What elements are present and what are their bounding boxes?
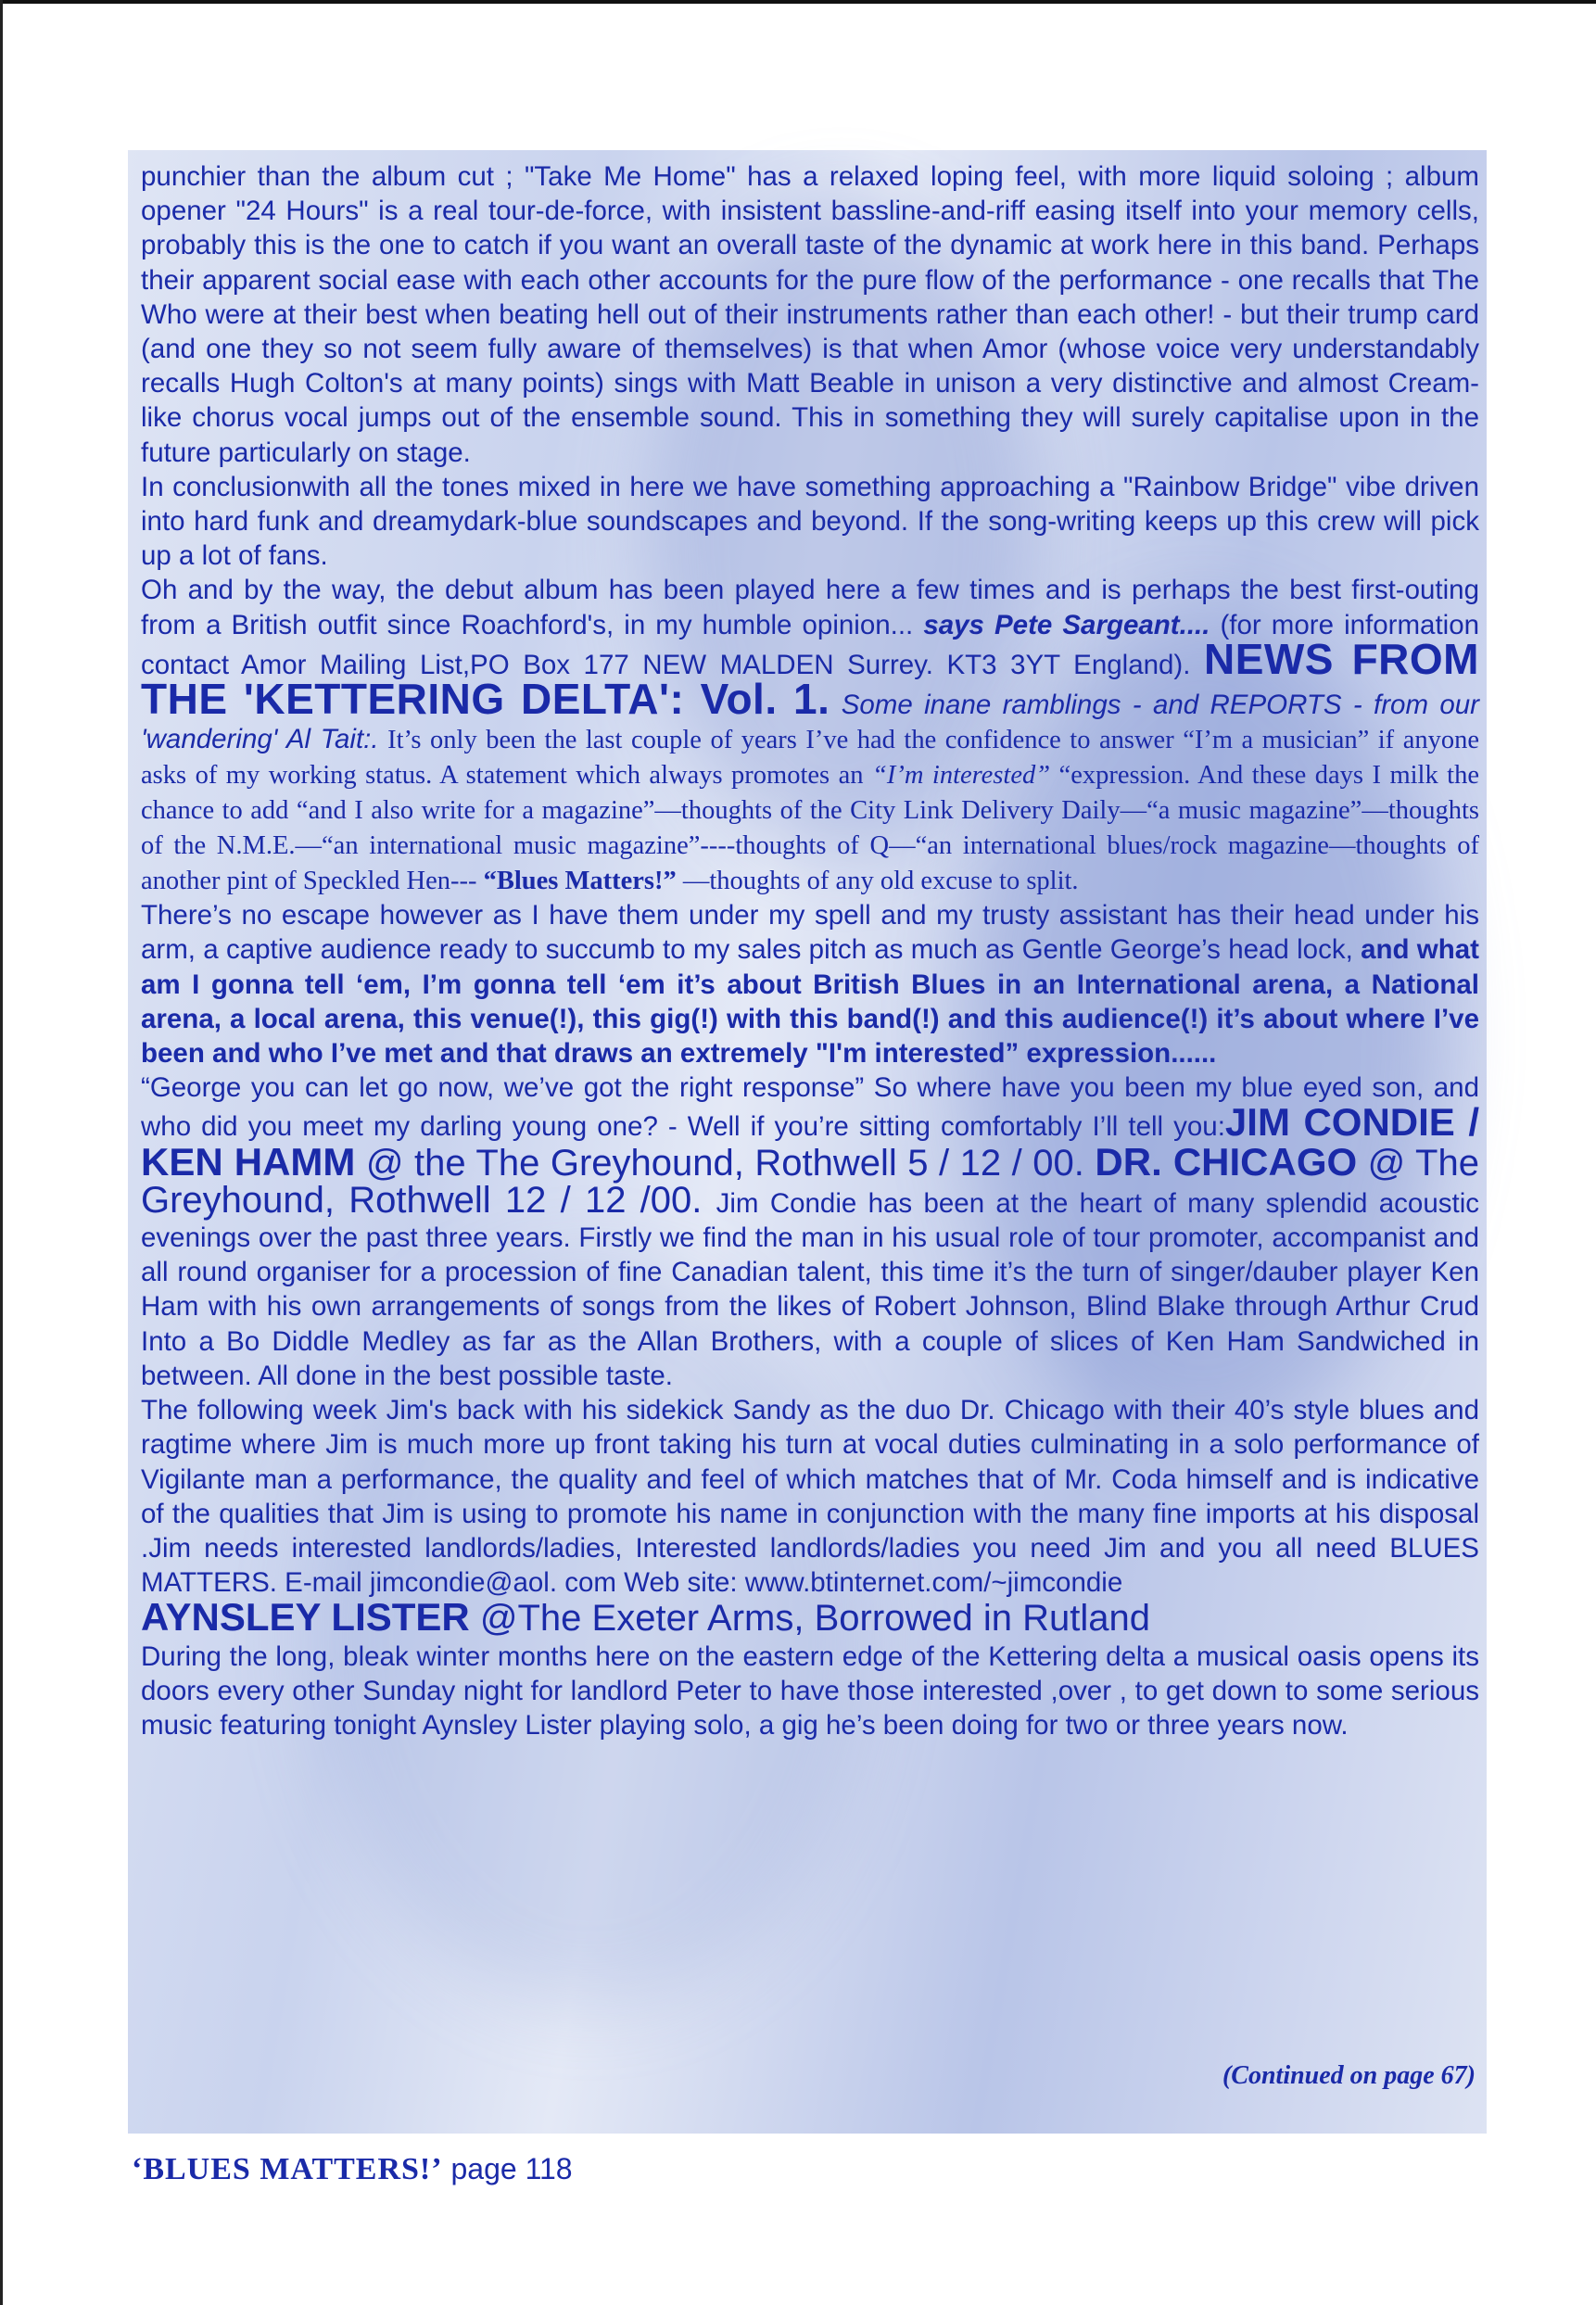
news-subheading: Some inane ramblings - and REPORTS - from our 'wandering' Al Tait:.: [141, 690, 1479, 755]
intro-text: It’s only been the last couple of years I’ve had the confidence to answer “I’m a musician” if anyone asks of my working status. A statement which always promotes an: [141, 726, 1479, 791]
paragraph-aynsley-heading: [141, 1595, 1479, 1640]
gig3-venue: @The Exeter Arms, Borrowed in Rutland: [469, 1598, 1151, 1640]
paragraph-byline: [141, 573, 1479, 898]
article-body: [141, 159, 1479, 1742]
intro-quote: “I’m interested”: [872, 761, 1051, 791]
paragraph-aynsley: During the long, bleak winter months here on the eastern edge of the Kettering delta a musical oasis opens its doors every other Sunday night for landlord Peter to have those interested ,over , to get down to some serious music featuring tonight Aynsley Lister playing solo, a gig he’s been doing for two or three years now.: [141, 1640, 1479, 1741]
gig1-artist: JIM CONDIE / KEN HAMM: [141, 1100, 1479, 1184]
news-headline: NEWS FROM THE 'KETTERING DELTA': Vol. 1.: [141, 634, 1479, 724]
jim-condie-text: Jim Condie has been at the heart of many splendid acoustic evenings over the past three years. Firstly we find the man in his usual role of tour promoter, accompanist and all round organiser for a procession of fine Canadian talent, this time it’s the turn of singer/dauber player Ken Ham with his own arrangements of songs from the likes of Robert Johnson, Blind Blake through Arthur Crud Into a Bo Diddle Medley as far as the Allan Brothers, with a couple of slices of Ken Ham Sandwiched in between. All done in the best possible taste.: [141, 1187, 1479, 1391]
continued-note: (Continued on page 67): [1222, 2061, 1476, 2090]
gig2-venue: @ The Greyhound, Rothwell 12 / 12 /00.: [141, 1142, 1479, 1221]
sales-pitch-text: There’s no escape however as I have them under my spell and my trusty assistant has their head under his arm, a captive audience ready to succumb to my sales pitch as much as Gentle George’s head lock,: [141, 900, 1479, 966]
scan-left-edge: [0, 0, 3, 2305]
paragraph-dr-chicago: The following week Jim's back with his sidekick Sandy as the duo Dr. Chicago with their 40’s style blues and ragtime where Jim is much more up front taking his turn at vocal duties culminating in a solo performance of Vigilante man a performance, the quality and feel of which matches that of Mr. Coda himself and is indicative of the qualities that Jim is using to promote his name in conjunction with the many fine imports at his disposal .Jim needs interested landlords/ladies, Interested landlords/ladies you need Jim and you all need BLUES MATTERS. E-mail jimcondie@aol. com Web site: www.btinternet.com/~jimcondie: [141, 1395, 1479, 1599]
intro-blues-matters: “Blues Matters!”: [483, 867, 677, 896]
byline-text: Oh and by the way, the debut album has been played here a few times and is perhaps the best first-outing from a British outfit since Roachford's, in my humble opinion...: [141, 575, 1479, 640]
gig1-venue: @ the The Greyhound, Rothwell 5 / 12 / 00.: [355, 1142, 1096, 1184]
intro-text-cont: “expression. And these days I milk the chance to add “and I also write for a magazine”—thoughts of the City Link Delivery Daily—“a music magazine”—thoughts of the N.M.E.—“an international music magazine”----thoughts of Q—“an international blues/rock magazine—thoughts of another pint of Speckled Hen---: [141, 761, 1479, 896]
paragraph-conclusion: In conclusionwith all the tones mixed in here we have something approaching a "Rainbow Bridge" vibe driven into hard funk and dreamydark-blue soundscapes and beyond. If the song-writing keeps up this crew will pick up a lot of fans.: [141, 471, 1479, 572]
gig2-artist: DR. CHICAGO: [1095, 1139, 1358, 1184]
reviewer-signature: says Pete Sargeant....: [923, 609, 1210, 640]
sales-pitch-bold: and what am I gonna tell ‘em, I’m gonna tell ‘em it’s about British Blues in an International arena, a National arena, a local arena, this venue(!), this gig(!) with this band(!) and this audience(!) it’s about where I’ve been and who I’ve met and that draws an extremely "I'm interested” expression......: [141, 934, 1479, 1070]
gig3-artist: AYNSLEY LISTER: [141, 1595, 470, 1640]
magazine-brand: ‘BLUES MATTERS!’: [132, 2152, 443, 2186]
paragraph-review-end: punchier than the album cut ; "Take Me Home" has a relaxed loping feel, with more liquid soloing ; album opener "24 Hours" is a real tour-de-force, with insistent bassline-and-riff easing itself into your memory cells, probably this is the one to catch if you want an overall taste of the dynamic at work here in this band. Perhaps their apparent social ease with each other accounts for the pure flow of the performance - one recalls that The Who were at their best when beating hell out of their instruments rather than each other! - but their trump card (and one they so not seem fully aware of themselves) is that when Amor (whose voice very understandably recalls Hugh Colton's at many points) sings with Matt Beable in unison a very distinctive and almost Cream-like chorus vocal jumps out of the ensemble sound. This in something they will surely capitalise upon in the future particularly on stage.: [141, 161, 1479, 468]
page-number: page 118: [442, 2152, 573, 2185]
paragraph-sales-pitch: [141, 898, 1479, 1070]
page-footer: [132, 2152, 573, 2187]
gigs-intro: “George you can let go now, we’ve got the right response” So where have you been my blue eyed son, and who did you meet my darling young one? - Well if you’re sitting comfortably I’ll tell you:: [141, 1072, 1479, 1143]
paragraph-gigs: [141, 1070, 1479, 1393]
contact-info: (for more information contact Amor Mailing List,PO Box 177 NEW MALDEN Surrey. KT3 3YT England).: [141, 609, 1480, 680]
intro-text-end: —thoughts of any old excuse to split.: [676, 867, 1079, 896]
scan-top-edge: [0, 0, 1596, 4]
